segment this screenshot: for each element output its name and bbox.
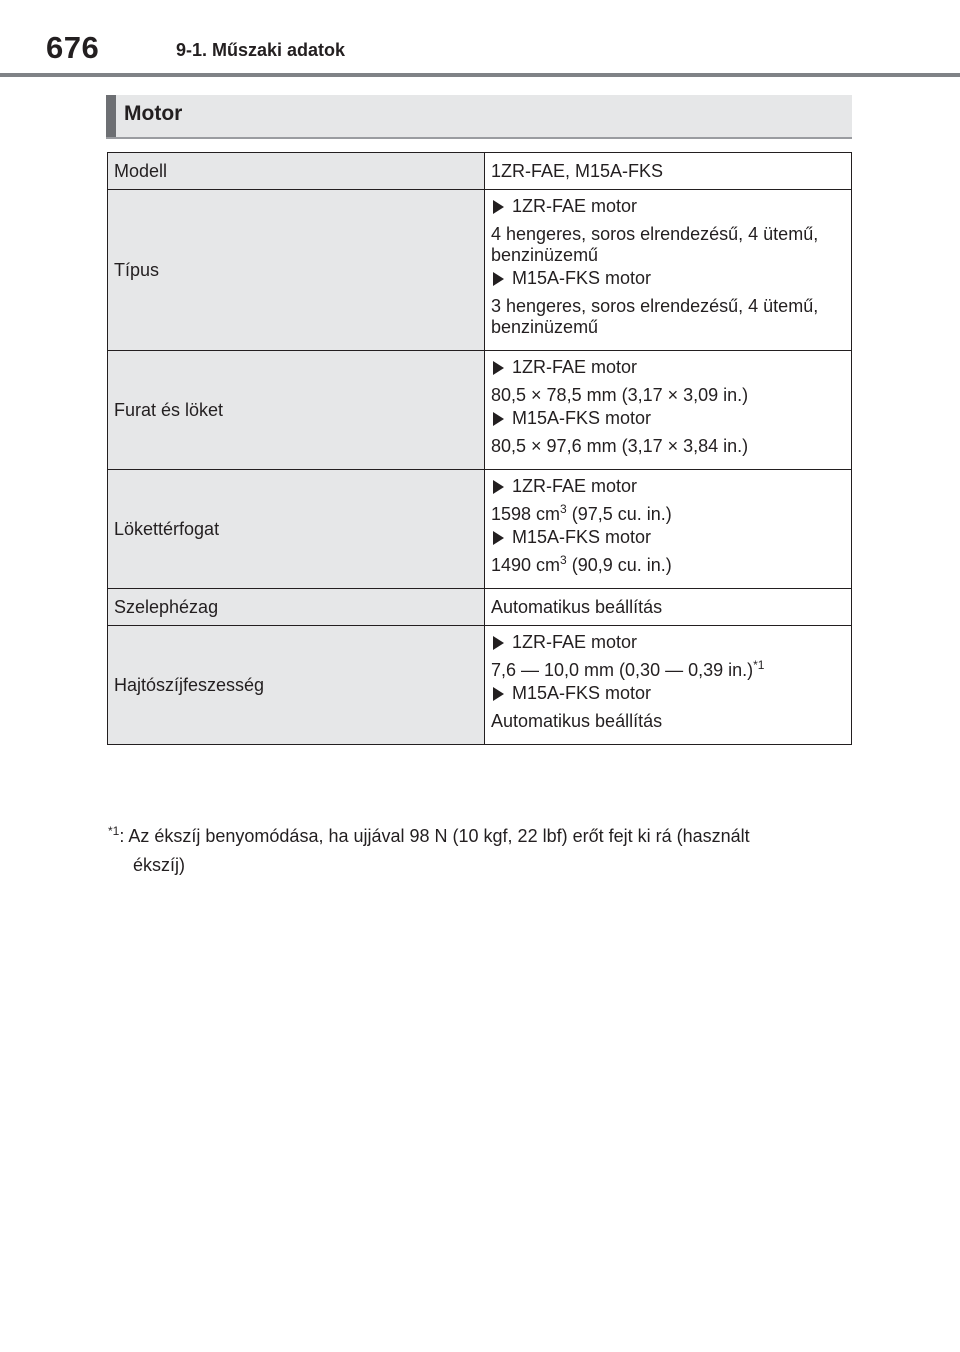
footnote-reference: *1 (753, 658, 765, 672)
row-label: Furat és löket (108, 351, 485, 470)
row-label: Hajtószíjfeszesség (108, 626, 485, 745)
section-heading (106, 95, 852, 139)
header-divider (0, 73, 960, 77)
row-label: Szelephézag (108, 589, 485, 626)
page-header (0, 0, 960, 80)
variant-value: 1490 $cm^3$ (90,9 cu. in.) (491, 553, 672, 575)
triangle-bullet-icon (493, 272, 504, 286)
engine-variant-heading: M15A-FKS motor (491, 527, 845, 548)
triangle-bullet-icon (493, 531, 504, 545)
engine-variant-heading: M15A-FKS motor (491, 408, 845, 429)
row-value: Automatikus beállítás (485, 589, 852, 626)
engine-variant-heading: 1ZR-FAE motor (491, 476, 845, 497)
table-row (108, 589, 852, 626)
engine-variant-heading: 1ZR-FAE motor (491, 632, 845, 653)
engine-variant-heading: 1ZR-FAE motor (491, 357, 845, 378)
section-accent (106, 95, 116, 137)
row-label: Modell (108, 153, 485, 190)
variant-value: 80,5 × 78,5 mm (3,17 × 3,09 in.) (491, 385, 749, 405)
row-value: 1ZR-FAE, M15A-FKS (485, 153, 852, 190)
engine-spec-table (107, 152, 852, 745)
engine-variant-heading: M15A-FKS motor (491, 268, 845, 289)
variant-value: 7,6 — 10,0 mm (0,30 — 0,39 in.)$^{*1}$ (491, 658, 765, 680)
triangle-bullet-icon (493, 412, 504, 426)
footnote: $^{*1}$: Az ékszíj benyomódása, ha ujjával 98 N (10 kgf, 22 lbf) erőt fejt ki rá (használt ékszíj) (108, 824, 750, 875)
page-number: 676 (46, 30, 100, 65)
triangle-bullet-icon (493, 200, 504, 214)
table-row (108, 351, 852, 470)
chapter-title: 9-1. Műszaki adatok (176, 40, 346, 60)
table-row (108, 626, 852, 745)
engine-variant-heading: M15A-FKS motor (491, 683, 845, 704)
section-title: Motor (124, 102, 183, 125)
footnote-mark: *1 (108, 824, 120, 838)
row-label: Lökettérfogat (108, 470, 485, 589)
table-row (108, 153, 852, 190)
variant-value: 80,5 × 97,6 mm (3,17 × 3,84 in.) (491, 436, 749, 456)
triangle-bullet-icon (493, 361, 504, 375)
triangle-bullet-icon (493, 636, 504, 650)
row-label: Típus (108, 190, 485, 351)
variant-value: 4 hengeres, soros elrendezésű, 4 ütemű, benzinüzemű (491, 224, 819, 265)
variant-value: Automatikus beállítás (491, 711, 663, 731)
engine-variant-heading: 1ZR-FAE motor (491, 196, 845, 217)
variant-value: 1598 $cm^3$ (97,5 cu. in.) (491, 502, 672, 524)
triangle-bullet-icon (493, 480, 504, 494)
table-row (108, 190, 852, 351)
table-row (108, 470, 852, 589)
variant-value: 3 hengeres, soros elrendezésű, 4 ütemű, benzinüzemű (491, 296, 819, 337)
triangle-bullet-icon (493, 687, 504, 701)
